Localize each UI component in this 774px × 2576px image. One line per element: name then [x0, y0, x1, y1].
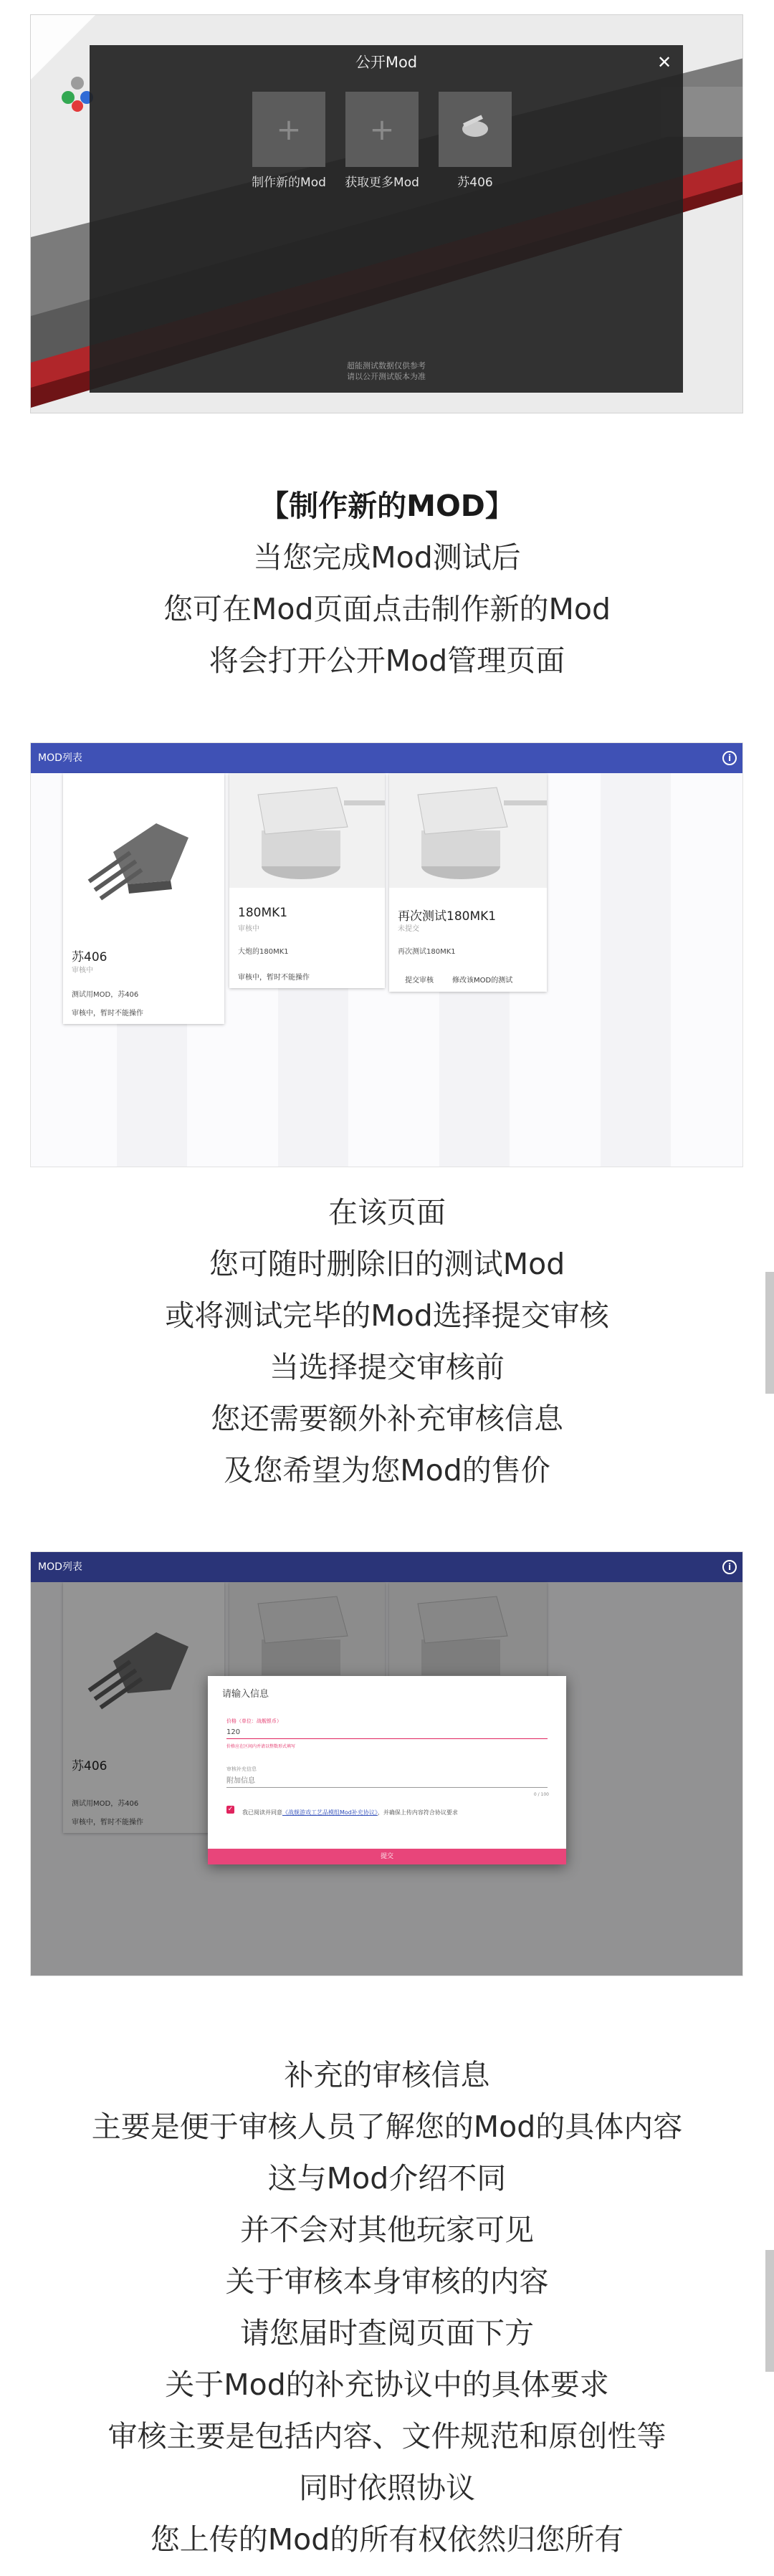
mod-description: 测试用MOD，苏406 — [72, 1800, 139, 1808]
text-line: 关于Mod的补充协议中的具体要求 — [165, 2367, 609, 2402]
text-line: 在该页面 — [328, 1195, 446, 1230]
text-line: 主要是便于审核人员了解您的Mod的具体内容 — [91, 2110, 683, 2144]
mod-action: 审核中，暂时不能操作 — [72, 1819, 143, 1826]
mod-description: 大炮的180MK1 — [238, 948, 289, 956]
input-dialog-screenshot — [30, 1551, 743, 1976]
scrollbar-thumb[interactable] — [765, 1272, 774, 1394]
mod-name: 180MK1 — [238, 906, 288, 920]
text-line: 补充的审核信息 — [284, 2058, 490, 2092]
info-icon[interactable]: i — [722, 751, 737, 765]
turret-image — [229, 773, 385, 888]
text-line: 或将测试完毕的Mod选择提交审核 — [165, 1298, 609, 1333]
mod-status: 审核中 — [238, 925, 259, 933]
app-bar — [31, 743, 743, 773]
create-new-mod-label: 制作新的Mod — [252, 176, 326, 190]
text-line: 请您届时查阅页面下方 — [240, 2316, 534, 2350]
section-heading: 【制作新的MOD】 — [259, 489, 515, 523]
mod-action: 审核中，暂时不能操作 — [72, 1010, 143, 1018]
agreement-link[interactable]: 《战舰游戏工艺品模组Mod补充协议》 — [282, 1809, 378, 1816]
plus-icon: + — [276, 112, 302, 147]
info-icon[interactable]: i — [722, 1560, 737, 1574]
mod-su406-tile[interactable] — [439, 92, 512, 167]
mod-name: 再次测试180MK1 — [398, 909, 497, 924]
text-line: 您上传的Mod的所有权依然归您所有 — [150, 2522, 624, 2557]
text-line: 审核主要是包括内容、文件规范和原创性等 — [108, 2419, 666, 2453]
dialog-title: 公开Mod — [355, 54, 418, 71]
app-bar-title: MOD列表 — [38, 752, 82, 764]
mod-status: 审核中 — [72, 967, 93, 975]
section-review-info — [0, 2049, 774, 2565]
turret-image — [63, 773, 224, 924]
mod-card[interactable] — [63, 773, 224, 1024]
publish-mod-dialog — [90, 45, 683, 393]
review-info-input[interactable] — [226, 1775, 548, 1788]
section-mod-page — [0, 1187, 774, 1496]
text-line: 您可在Mod页面点击制作新的Mod — [163, 592, 611, 626]
section-create-new-mod — [0, 480, 774, 686]
app-bar — [31, 1552, 743, 1582]
text-line: 关于审核本身审核的内容 — [225, 2264, 549, 2299]
mod-action: 审核中，暂时不能操作 — [238, 974, 310, 982]
get-more-mods-tile[interactable] — [345, 92, 419, 167]
text-line: 您可随时删除旧的测试Mod — [209, 1247, 565, 1281]
agree-checkbox[interactable]: ✓ — [227, 1806, 234, 1813]
column-shade — [601, 773, 671, 1167]
submit-button[interactable]: 提交 — [208, 1849, 566, 1864]
text-line: 同时依照协议 — [299, 2471, 475, 2505]
mod-status: 未提交 — [398, 925, 419, 933]
text-line: 这与Mod介绍不同 — [267, 2161, 507, 2196]
mod-name: 苏406 — [72, 950, 108, 964]
scrollbar-thumb[interactable] — [765, 2250, 774, 2372]
text-line: 当您完成Mod测试后 — [253, 540, 521, 575]
text-line: 及您希望为您Mod的售价 — [224, 1453, 550, 1488]
agreement-text: 我已阅读并同意《战舰游戏工艺品模组Mod补充协议》，并确保上传内容符合协议要求 — [242, 1809, 458, 1816]
submit-review-button[interactable]: 提交审核 — [405, 977, 434, 985]
publish-mod-screenshot — [30, 14, 743, 413]
footer-note: 超能测试数据仅供参考 请以公开测试版本为准 — [347, 361, 426, 381]
mod-name: 苏406 — [72, 1759, 108, 1773]
text-line: 并不会对其他玩家可见 — [240, 2213, 534, 2247]
mod-card[interactable] — [229, 773, 385, 988]
text-line: 当选择提交审核前 — [269, 1350, 505, 1384]
modal-title: 请输入信息 — [222, 1689, 269, 1700]
price-input[interactable] — [226, 1726, 548, 1739]
mod-description: 再次测试180MK1 — [398, 948, 456, 956]
plus-icon: + — [369, 112, 395, 147]
mod-card[interactable] — [389, 773, 547, 992]
text-line: 您还需要额外补充审核信息 — [211, 1402, 563, 1436]
turret-thumbnail-icon — [439, 92, 512, 167]
get-more-mods-label: 获取更多Mod — [345, 176, 419, 190]
mod-description: 测试用MOD，苏406 — [72, 991, 139, 999]
review-info-label: 审核补充信息 — [226, 1766, 257, 1772]
mod-su406-label: 苏406 — [457, 176, 493, 190]
app-bar-title: MOD列表 — [38, 1561, 82, 1573]
input-info-modal — [208, 1676, 566, 1864]
char-counter: 0 / 100 — [533, 1792, 549, 1797]
price-hint: 价格应在区间内并请以整数形式填写 — [226, 1744, 296, 1749]
mod-list-screenshot — [30, 742, 743, 1167]
edit-mod-button[interactable]: 修改该MOD的测试 — [452, 977, 513, 985]
text-line: 将会打开公开Mod管理页面 — [209, 643, 565, 678]
turret-image — [389, 773, 547, 888]
create-new-mod-tile[interactable] — [252, 92, 325, 167]
close-icon[interactable]: ✕ — [656, 52, 672, 72]
price-label: 价格（单位：战舰银币） — [226, 1718, 282, 1724]
